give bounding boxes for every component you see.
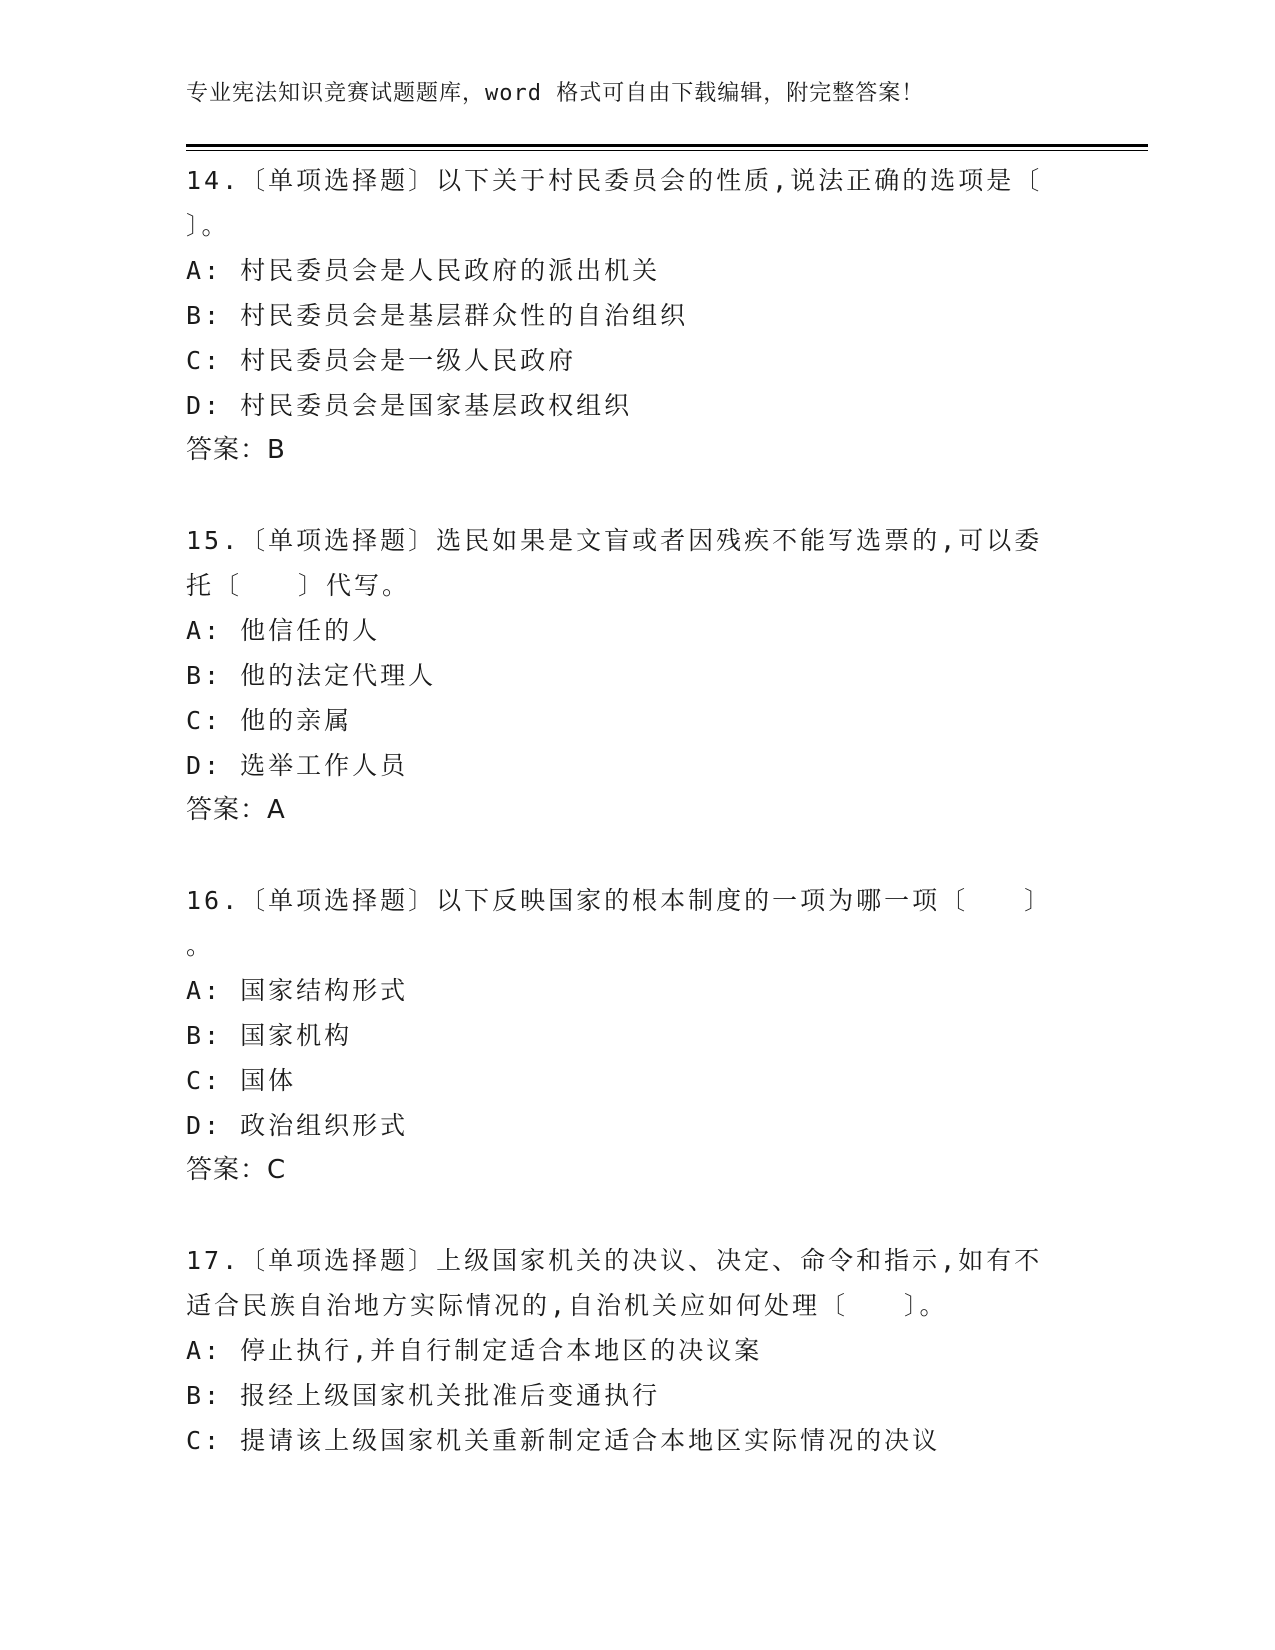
question-list [186,158,1066,1463]
option-d: D: 选举工作人员 [186,751,409,780]
answer-text: 答案：B [186,435,286,465]
option-c: C: 村民委员会是一级人民政府 [186,346,577,375]
option-a: A: 村民委员会是人民政府的派出机关 [186,256,661,285]
header-rule-thick [186,144,1148,147]
question-stem-line: 15.〔单项选择题〕选民如果是文盲或者因残疾不能写选票的,可以委 [186,526,1043,555]
question-14 [186,158,1066,473]
option-c: C: 他的亲属 [186,706,353,735]
option-b: B: 国家机构 [186,1021,353,1050]
question-stem-line: 16.〔单项选择题〕以下反映国家的根本制度的一项为哪一项〔 〕 [186,886,1053,915]
header-rule-thin [186,150,1148,151]
option-b: B: 他的法定代理人 [186,661,437,690]
option-d: D: 政治组织形式 [186,1111,409,1140]
answer-text: 答案：A [186,795,286,825]
question-stem-line: 适合民族自治地方实际情况的,自治机关应如何处理〔 〕。 [186,1291,948,1320]
option-c: C: 国体 [186,1066,297,1095]
document-header: 专业宪法知识竞赛试题题库，word 格式可自由下载编辑，附完整答案！ [186,81,925,106]
question-stem-line: 14.〔单项选择题〕以下关于村民委员会的性质,说法正确的选项是〔 [186,166,1043,195]
question-stem-line: 。 [186,931,215,960]
option-a: A: 他信任的人 [186,616,381,645]
question-16 [186,878,1066,1193]
option-a: A: 国家结构形式 [186,976,409,1005]
option-c: C: 提请该上级国家机关重新制定适合本地区实际情况的决议 [186,1426,941,1455]
question-stem-line: 〕。 [186,211,230,240]
option-b: B: 报经上级国家机关批准后变通执行 [186,1381,661,1410]
question-stem-line: 托〔 〕代写。 [186,571,411,600]
option-a: A: 停止执行,并自行制定适合本地区的决议案 [186,1336,763,1365]
option-d: D: 村民委员会是国家基层政权组织 [186,391,633,420]
option-b: B: 村民委员会是基层群众性的自治组织 [186,301,689,330]
question-stem-line: 17.〔单项选择题〕上级国家机关的决议、决定、命令和指示,如有不 [186,1246,1043,1275]
question-17 [186,1238,1066,1463]
question-15 [186,518,1066,833]
answer-text: 答案：C [186,1155,287,1185]
